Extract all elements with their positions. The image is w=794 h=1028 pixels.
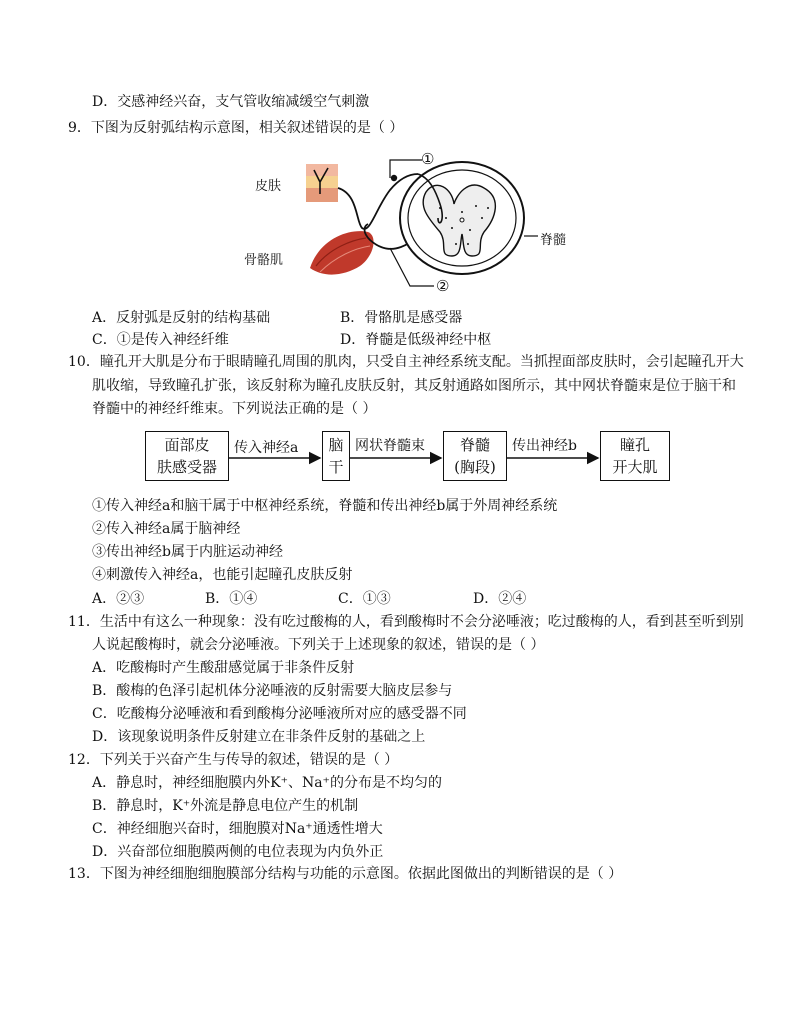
q12-option-d: D．兴奋部位细胞膜两侧的电位表现为内负外正 xyxy=(92,844,384,860)
q9-option-d: D．脊髓是低级神经中枢 xyxy=(340,332,492,348)
muscle-label: 骨骼肌 xyxy=(244,253,284,268)
q10-option-b: B．①④ xyxy=(205,591,258,607)
spine-label: 脊髓 xyxy=(540,233,567,248)
q10-statement-4: ④刺激传入神经a，也能引起瞳孔皮肤反射 xyxy=(92,567,353,583)
q13-stem: 13．下图为神经细胞细胞膜部分结构与功能的示意图。依据此图做出的判断错误的是（ ） xyxy=(68,866,623,882)
flow-arrow2-label: 网状脊髓束 xyxy=(355,438,425,454)
q12-option-a: A．静息时，神经细胞膜内外K⁺、Na⁺的分布是不均匀的 xyxy=(92,775,442,791)
q8-option-d: D．交感神经兴奋，支气管收缩减缓空气刺激 xyxy=(92,94,370,110)
q10-stem-line1: 10．瞳孔开大肌是分布于眼睛瞳孔周围的肌肉，只受自主神经系统支配。当抓捏面部皮肤时，会引起瞳孔开大 xyxy=(68,354,744,370)
q11-option-b: B．酸梅的色泽引起机体分泌唾液的反射需要大脑皮层参与 xyxy=(92,683,453,699)
q10-statement-2: ②传入神经a属于脑神经 xyxy=(92,521,241,537)
q12-stem: 12．下列关于兴奋产生与传导的叙述，错误的是（ ） xyxy=(68,752,399,768)
q10-stem-line3: 脊髓中的神经纤维束。下列说法正确的是（ ） xyxy=(92,401,377,417)
q10-statement-1: ①传入神经a和脑干属于中枢神经系统，脊髓和传出神经b属于外周神经系统 xyxy=(92,498,558,514)
q11-stem-line2: 人说起酸梅时，就会分泌唾液。下列关于上述现象的叙述，错误的是（ ） xyxy=(92,637,545,653)
flow-box-receptor: 面部皮 肤感受器 xyxy=(145,431,229,481)
mark-1-label: ① xyxy=(421,150,435,168)
q9-option-a: A．反射弧是反射的结构基础 xyxy=(92,310,271,326)
q10-option-a: A．②③ xyxy=(92,591,145,607)
q9-option-b: B．骨骼肌是感受器 xyxy=(340,310,463,326)
skin-label: 皮肤 xyxy=(255,179,282,194)
flow-arrow1-label: 传入神经a xyxy=(234,440,299,456)
q11-option-a: A．吃酸梅时产生酸甜感觉属于非条件反射 xyxy=(92,660,355,676)
q11-option-c: C．吃酸梅分泌唾液和看到酸梅分泌唾液所对应的感受器不同 xyxy=(92,706,467,722)
q11-option-d: D．该现象说明条件反射建立在非条件反射的基础之上 xyxy=(92,729,426,745)
q10-option-d: D．②④ xyxy=(473,591,527,607)
q12-option-c: C．神经细胞兴奋时，细胞膜对Na⁺通透性增大 xyxy=(92,821,383,837)
q10-stem-line2: 肌收缩，导致瞳孔扩张，该反射称为瞳孔皮肤反射，其反射通路如图所示，其中网状脊髓束是位于脑干和 xyxy=(92,378,736,394)
q12-option-b: B．静息时，K⁺外流是静息电位产生的机制 xyxy=(92,798,359,814)
q9-stem: 9．下图为反射弧结构示意图，相关叙述错误的是（ ） xyxy=(68,120,404,136)
mark-2-label: ② xyxy=(436,277,450,295)
flow-arrow3-label: 传出神经b xyxy=(512,438,577,454)
q9-option-c: C．①是传入神经纤维 xyxy=(92,332,229,348)
flow-box-pupil-muscle: 瞳孔 开大肌 xyxy=(600,431,670,481)
q10-statement-3: ③传出神经b属于内脏运动神经 xyxy=(92,544,283,560)
q10-option-c: C．①③ xyxy=(338,591,391,607)
q11-stem-line1: 11．生活中有这么一种现象：没有吃过酸梅的人，看到酸梅时不会分泌唾液；吃过酸梅的人，看到甚至听到别 xyxy=(68,614,744,630)
flow-box-brainstem: 脑 干 xyxy=(322,431,350,481)
flow-box-spinal-cord: 脊髓 (胸段) xyxy=(443,431,507,481)
